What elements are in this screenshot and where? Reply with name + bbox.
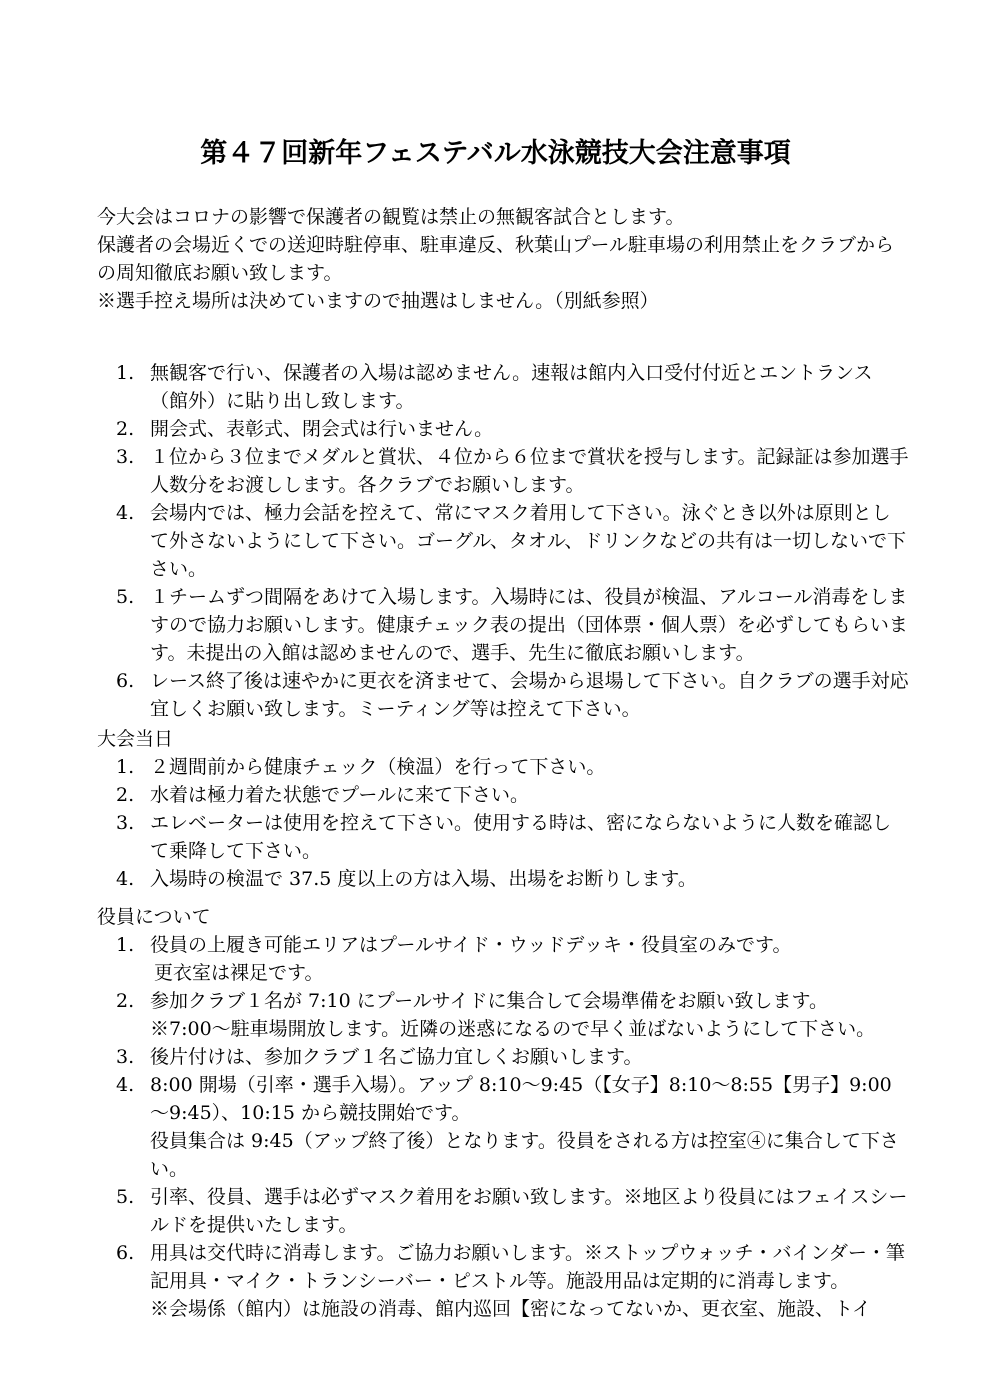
officials-list <box>97 931 909 1323</box>
item-text: 8:00 開場（引率・選手入場）。アップ 8:10～9:45（【女子】8:10～8:55【男子】9:00～9:45）、10:15 から競技開始です。 <box>150 1074 892 1124</box>
list-item <box>97 443 909 499</box>
item-text: 会場内では、極力会話を控えて、常にマスク着用して下さい。泳ぐとき以外は原則として外さないようにして下さい。ゴーグル、タオル、ドリンクなどの共有は一切しないで下さい。 <box>150 502 907 580</box>
section-heading: 大会当日 <box>97 728 174 750</box>
item-number: 3. <box>116 1046 135 1068</box>
item-number: 5. <box>116 1186 135 1208</box>
item-text: 開会式、表彰式、閉会式は行いません。 <box>150 418 494 440</box>
item-text: 用具は交代時に消毒します。ご協力お願いします。※ストップウォッチ・バインダー・筆記用具・マイク・トランシーバー・ピストル等。施設用品は定期的に消毒します。 <box>150 1242 905 1292</box>
list-item <box>97 781 909 809</box>
item-note: 役員集合は 9:45（アップ終了後）となります。役員をされる方は控室④に集合して下さい。 <box>150 1130 899 1180</box>
day-of-section <box>97 725 909 893</box>
list-item <box>97 1183 909 1239</box>
item-text: 後片付けは、参加クラブ１名ご協力宜しくお願いします。 <box>150 1046 643 1068</box>
list-item <box>97 1071 909 1183</box>
general-list <box>97 359 909 723</box>
item-text: 水着は極力着た状態でプールに来て下さい。 <box>150 784 530 806</box>
officials-section <box>97 903 909 1323</box>
item-text: １位から３位までメダルと賞状、４位から６位まで賞状を授与します。記録証は参加選手人数分をお渡しします。各クラブでお願いします。 <box>150 446 909 496</box>
day-of-list <box>97 753 909 893</box>
item-number: 4. <box>116 868 135 890</box>
item-text: １チームずつ間隔をあけて入場します。入場時には、役員が検温、アルコール消毒をしますので協力お願いします。健康チェック表の提出（団体票・個人票）を必ずしてもらいます。未提出の入館は認めませんので、選手、先生に徹底お願いします。 <box>150 586 908 664</box>
item-text: 参加クラブ１名が 7:10 にプールサイドに集合して会場準備をお願い致します。 <box>150 990 828 1012</box>
section-heading: 役員について <box>97 906 211 928</box>
item-number: 3. <box>116 812 135 834</box>
list-item <box>97 667 909 723</box>
item-text: 無観客で行い、保護者の入場は認めません。速報は館内入口受付付近とエントランス（館外）に貼り出し致します。 <box>150 362 873 412</box>
list-item <box>97 809 909 865</box>
item-note: ※会場係（館内）は施設の消毒、館内巡回【密になってないか、更衣室、施設、トイ <box>150 1298 872 1320</box>
list-item <box>97 499 909 583</box>
intro-block <box>97 203 907 315</box>
list-item <box>97 865 909 893</box>
general-section <box>97 359 909 723</box>
list-item <box>97 931 909 987</box>
item-text: ２週間前から健康チェック（検温）を行って下さい。 <box>150 756 606 778</box>
item-number: 2. <box>116 418 135 440</box>
item-number: 2. <box>116 784 135 806</box>
item-number: 6. <box>116 670 135 692</box>
item-note: ※7:00～駐車場開放します。近隣の迷惑になるので早く並ばないようにして下さい。 <box>150 1018 876 1040</box>
item-number: 4. <box>116 502 135 524</box>
item-number: 1. <box>116 934 135 956</box>
intro-line: 保護者の会場近くでの送迎時駐停車、駐車違反、秋葉山プール駐車場の利用禁止をクラブからの周知徹底お願い致します。 <box>97 234 895 284</box>
item-text: 入場時の検温で 37.5 度以上の方は入場、出場をお断りします。 <box>150 868 697 890</box>
item-number: 6. <box>116 1242 135 1264</box>
item-note: 更衣室は裸足です。 <box>154 962 324 984</box>
item-number: 4. <box>116 1074 135 1096</box>
item-text: 役員の上履き可能エリアはプールサイド・ウッドデッキ・役員室のみです。 <box>150 934 792 956</box>
item-number: 2. <box>116 990 135 1012</box>
intro-line: 今大会はコロナの影響で保護者の観覧は禁止の無観客試合とします。 <box>97 206 685 228</box>
intro-line: ※選手控え場所は決めていますので抽選はしません。（別紙参照） <box>97 290 659 312</box>
item-number: 1. <box>116 756 135 778</box>
item-text: レース終了後は速やかに更衣を済ませて、会場から退場して下さい。自クラブの選手対応宜しくお願い致します。ミーティング等は控えて下さい。 <box>150 670 909 720</box>
document-title: 第４７回新年フェステバル水泳競技大会注意事項 <box>200 138 791 169</box>
list-item <box>97 415 909 443</box>
item-number: 1. <box>116 362 135 384</box>
list-item <box>97 753 909 781</box>
item-text: エレベーターは使用を控えて下さい。使用する時は、密にならないように人数を確認して乗降して下さい。 <box>150 812 892 862</box>
item-text: 引率、役員、選手は必ずマスク着用をお願い致します。※地区より役員にはフェイスシールドを提供いたします。 <box>150 1186 908 1236</box>
list-item <box>97 1043 909 1071</box>
list-item <box>97 583 909 667</box>
list-item <box>97 1239 909 1323</box>
list-item <box>97 359 909 415</box>
item-number: 3. <box>116 446 135 468</box>
list-item <box>97 987 909 1043</box>
item-number: 5. <box>116 586 135 608</box>
